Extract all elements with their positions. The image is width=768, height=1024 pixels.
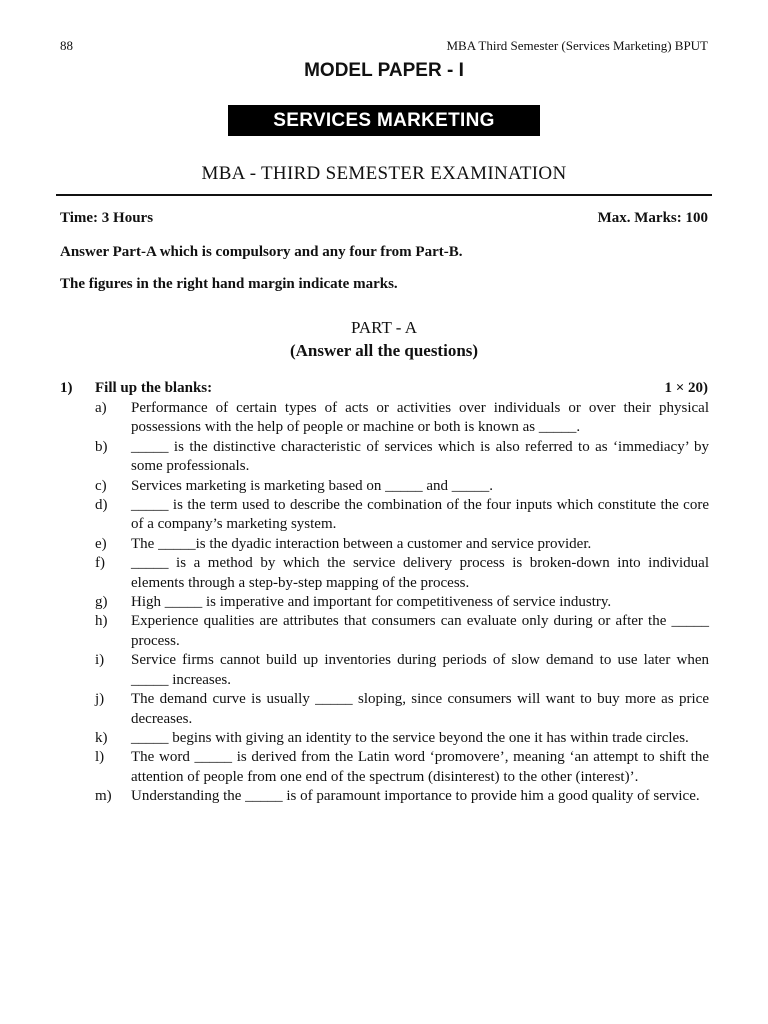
list-item [95,748,709,787]
list-item [95,496,709,535]
question-number: 1) [60,380,73,396]
list-item [95,729,709,748]
part-subtitle: (Answer all the questions) [289,341,479,360]
item-text: _____ begins with giving an identity to the service beyond the one it has within trade circles. [131,729,689,746]
list-item [95,787,709,806]
list-item [95,477,709,496]
item-label: a) [95,400,107,416]
item-text: Services marketing is marketing based on _____ and _____. [131,477,494,494]
list-item [95,690,709,729]
instruction-1: Answer Part-A which is compulsory and any four from Part-B. [60,244,463,260]
horizontal-rule [56,194,712,196]
item-label: b) [95,438,108,455]
item-label: g) [95,594,108,611]
instruction-2: The figures in the right hand margin indicate marks. [60,276,398,292]
time-marks-row [60,210,708,227]
max-marks: Max. Marks: 100 [597,210,708,226]
item-label: m) [95,788,112,805]
item-text: _____ is a method by which the service delivery process is broken-down into individual elements through a step-by-step mapping of the process. [131,555,709,591]
part-title: PART - A [350,318,418,337]
item-label: d) [95,497,108,514]
subject-banner [228,105,540,136]
item-label: i) [95,652,105,669]
blank-items-list [95,399,709,807]
item-label: h) [95,613,108,630]
page-number: 88 [60,38,73,53]
item-label: f) [95,555,105,572]
item-text: Performance of certain types of acts or activities over individuals or over their physical possessions with the help of people or machine or both is known as _____. [131,400,709,436]
item-text: The _____is the dyadic interaction between a customer and service provider. [131,535,592,552]
time-allowed: Time: 3 Hours [60,210,154,226]
exam-title: MBA - THIRD SEMESTER EXAMINATION [201,163,567,184]
model-paper-title: MODEL PAPER - I [304,60,464,81]
item-text: Understanding the _____ is of paramount importance to provide him a good quality of service. [131,788,700,805]
list-item [95,399,709,438]
item-label: k) [95,729,108,746]
item-label: c) [95,477,107,494]
list-item [95,554,709,593]
list-item [95,438,709,477]
question-marks: 1 × 20) [664,380,708,396]
question-text: Fill up the blanks: [95,380,213,396]
list-item [95,651,709,690]
item-label: j) [95,691,105,708]
item-text: _____ is the distinctive characteristic of services which is also referred to as ‘immediacy’ by some professionals. [131,438,709,475]
list-item [95,612,709,651]
subject-title: SERVICES MARKETING [273,109,495,131]
question-row [60,380,708,397]
running-title: MBA Third Semester (Services Marketing) BPUT [446,38,708,53]
item-text: High _____ is imperative and important for competitiveness of service industry. [131,594,612,611]
item-text: Service firms cannot build up inventories during periods of slow demand to use later when _____ increases. [131,652,709,688]
list-item [95,593,709,612]
item-label: l) [95,749,105,766]
item-text: _____ is the term used to describe the combination of the four inputs which constitute the core of a company’s marketing system. [131,497,709,533]
item-text: The word _____ is derived from the Latin word ‘promovere’, meaning ‘an attempt to shift the attention of people from one end of the spectrum (disinterest) to the other (interest)’. [131,749,709,785]
item-text: The demand curve is usually _____ sloping, since consumers will want to buy more as price decreases. [131,691,709,727]
item-text: Experience qualities are attributes that consumers can evaluate only during or after the _____ process. [131,613,709,649]
item-label: e) [95,535,107,552]
running-header [60,38,708,54]
list-item [95,535,709,554]
